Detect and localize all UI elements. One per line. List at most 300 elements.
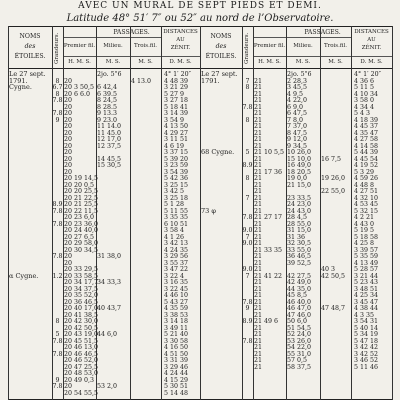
left-row-26-first: 29 58,0 [74, 240, 99, 247]
left-row-25-dist: 4 1 26 [164, 233, 185, 241]
right-row-1-mag: 7 [245, 77, 250, 85]
left-row-7-middle: 9 23.0 [97, 116, 118, 124]
right-row-21-name: 73 φ [201, 206, 216, 215]
right-row-1-name: 1791. [201, 76, 220, 85]
left-row-8-min: 20 [64, 123, 73, 130]
left-row-42-first: 46 13,0 [74, 344, 99, 351]
left-row-46-min: 20 [64, 370, 73, 377]
left-row-40-min: 20 [64, 331, 73, 338]
left-row-38-mag: 8 [55, 318, 60, 325]
left-row-20-mag: 8.9 [52, 201, 63, 208]
right-row-2-middle: 3 45,5 [287, 84, 308, 91]
left-row-24-min: 20 [64, 227, 73, 234]
left-row-44-dist: 3 31 39 [164, 357, 189, 364]
left-row-46-first: 48 53,0 [74, 370, 99, 377]
left-row-45-min: 20 [64, 363, 73, 371]
left-row-28-mag: 7.8 [52, 253, 63, 260]
right-row-4-min: 21 [254, 97, 263, 104]
header-grandeurs-right: Grandeurs. [244, 32, 250, 64]
left-row-48-mag: 7.8 [52, 383, 63, 390]
passages-underline-left [63, 37, 161, 38]
left-row-16-first: 19 14,5 [74, 175, 99, 182]
header-premier-fil-left: Premier fil. [63, 43, 96, 49]
header-troisieme-fil-right: Trois.fil. [323, 43, 348, 49]
left-row-3-min: 20 [64, 90, 73, 98]
right-row-36-mag: 9 [245, 305, 250, 312]
right-row-28-middle: 36 46,5 [287, 253, 312, 260]
left-row-23-min: 20 [64, 220, 73, 228]
left-row-4-dist: 3 27 18 [164, 97, 189, 104]
right-row-6-min: 21 [254, 110, 263, 117]
left-row-5-middle: 8 28.5 [97, 103, 118, 111]
right-row-14-dist: 4 19 52 [354, 162, 379, 169]
right-row-16-middle: 19 0,0 [287, 175, 308, 182]
left-row-10-dist: 3 11 51 [164, 136, 189, 143]
left-row-32-dist: 3 16 35 [164, 279, 189, 286]
passages-underline-right [253, 37, 351, 38]
left-row-20-first: 21 25,5 [74, 201, 99, 208]
right-row-38-mag: 8.9 [242, 318, 253, 325]
left-row-23-mag: 7.8 [52, 220, 63, 228]
right-row-22-dist: 4 2 21 [354, 214, 375, 221]
right-row-17-min: 21 [254, 181, 263, 189]
left-row-44-first: 46 52,0 [74, 357, 99, 364]
left-row-26-dist: 3 42 13 [164, 240, 189, 247]
left-row-23-dist: 6 10 51 [164, 220, 189, 228]
right-row-35-min: 21 [254, 298, 263, 306]
right-row-25-dist: 5 18 58 [354, 233, 379, 241]
left-row-46-dist: 4 24 44 [164, 370, 189, 377]
right-row-16-dist: 4 59 26 [354, 175, 379, 182]
right-row-17-middle: 21 15,0 [287, 181, 312, 189]
left-row-28-dist: 3 29 56 [164, 253, 189, 260]
right-row-43-middle: 55 31,0 [287, 350, 312, 358]
right-row-5-mag: 7.8 [242, 103, 253, 111]
left-row-4-mag: 7.8 [52, 97, 63, 104]
right-row-37-middle: 47 46,0 [287, 311, 312, 319]
right-row-29-middle: 39 52,5 [287, 259, 312, 267]
right-row-18-dist: 4 27 51 [354, 188, 379, 195]
header-ms2-right: M. S. [328, 59, 343, 65]
left-row-15-dist: 3 54 39 [164, 168, 189, 176]
col-rule-12 [392, 26, 393, 400]
header-noms-right: NOMS [210, 33, 232, 40]
right-row-34-middle: 45 8,5 [287, 292, 308, 299]
left-row-41-mag: 7.8 [52, 337, 63, 345]
right-row-19-middle: 23 33,5 [287, 194, 312, 202]
right-row-45-dist: 5 11 46 [354, 363, 379, 371]
left-row-33-dist: 3 22 45 [164, 285, 189, 293]
page-heading: AVEC UN MURAL DE SEPT PIEDS ET DEMI. [78, 1, 322, 11]
right-row-28-dist: 5 35 59 [354, 253, 379, 260]
left-row-41-dist: 3 30 58 [164, 337, 189, 345]
left-row-2-name: Cygne. [9, 83, 32, 91]
left-row-39-dist: 3 49 11 [164, 324, 189, 332]
left-row-13-dist: 5 39 20 [164, 155, 189, 163]
left-row-6-mag: 7.8 [52, 110, 63, 117]
left-row-22-first: 23 6,0 [74, 214, 95, 221]
left-row-17-dist: 3 25 15 [164, 181, 189, 189]
left-row-0-dist: 4° 1′ 20″ [164, 71, 191, 78]
left-row-9-min: 20 [64, 129, 73, 137]
left-row-27-first: 30 34,5 [74, 246, 99, 254]
right-row-42-dist: 3 42 42 [354, 344, 379, 351]
right-row-16-third: 19 26,0 [321, 175, 346, 182]
left-row-49-min: 20 [64, 389, 73, 397]
right-row-30-mag: 9.0 [242, 266, 253, 273]
left-row-12-min: 20 [64, 149, 73, 156]
left-row-16-min: 20 [64, 175, 73, 182]
right-row-31-dist: 3 21 44 [354, 272, 379, 280]
right-row-2-dist: 5 11 5 [354, 84, 375, 91]
left-row-8-middle: 11 14.0 [97, 123, 122, 130]
right-row-22-first: 27 17 [264, 214, 283, 221]
right-row-0-middle: 2jo. 5"6 [287, 71, 312, 78]
left-row-8-dist: 4 13 50 [164, 123, 189, 130]
right-row-29-dist: 4 13 49 [354, 259, 379, 267]
header-ms2-left: M. S. [138, 59, 153, 65]
right-row-13-dist: 4 45 54 [354, 155, 379, 163]
header-distances2-left: AU [176, 37, 185, 43]
left-row-31-dist: 3 22 4 [164, 272, 185, 280]
header-distances1-right: DISTANCES [354, 29, 389, 35]
right-row-14-middle: 16 49,0 [287, 162, 312, 169]
left-row-1-third: 4 13.0 [131, 77, 152, 85]
header-dms-left: D. M. S. [169, 59, 192, 65]
right-row-10-dist: 4 27 58 [354, 136, 379, 143]
left-row-43-first: 46 46,5 [74, 350, 99, 358]
header-etoiles-right: ÉTOILES. [205, 53, 237, 60]
right-row-23-dist: 4 43 0 [354, 220, 375, 228]
right-row-33-middle: 44 35,0 [287, 285, 312, 293]
left-row-0-name: Le 27 sept. [9, 70, 46, 78]
right-row-11-dist: 4 14 58 [354, 142, 379, 150]
right-row-19-min: 21 [254, 194, 263, 202]
left-row-27-dist: 4 24 35 [164, 246, 189, 254]
header-milieu-left: Milieu. [103, 43, 123, 49]
right-row-12-mag: 5 [245, 149, 250, 156]
left-row-3-dist: 5 27 9 [164, 90, 185, 98]
right-row-14-min: 21 [254, 162, 263, 169]
right-row-3-dist: 4 10 34 [354, 90, 379, 98]
left-row-19-dist: 3 25 18 [164, 194, 189, 202]
left-row-0-middle: 2jo. 5"6 [97, 71, 122, 78]
right-row-45-min: 21 [254, 363, 263, 371]
left-row-4-min: 20 [64, 97, 73, 104]
left-row-42-min: 20 [64, 344, 73, 351]
col-rule-10 [320, 26, 321, 400]
right-row-18-third: 22 55,0 [321, 188, 346, 195]
left-row-38-dist: 3 14 18 [164, 318, 189, 325]
right-row-44-dist: 3 46 52 [354, 357, 379, 364]
left-row-36-dist: 4 35 59 [164, 305, 189, 312]
left-row-30-min: 20 [64, 266, 73, 273]
right-row-11-middle: 9 34,5 [287, 142, 308, 150]
right-row-40-middle: 52 24,0 [287, 331, 312, 338]
left-row-49-first: 54 55,5 [74, 389, 99, 397]
right-row-3-min: 21 [254, 90, 263, 98]
right-row-13-min: 21 [254, 155, 263, 163]
right-row-12-middle: 10 26,0 [287, 149, 312, 156]
right-row-34-min: 21 [254, 292, 263, 299]
header-hms-left: H. M. S. [68, 59, 91, 65]
left-row-13-min: 20 [64, 155, 73, 163]
right-row-35-middle: 46 40,0 [287, 298, 312, 306]
right-row-22-middle: 28 4,5 [287, 214, 308, 221]
left-row-39-first: 42 50,5 [74, 324, 99, 332]
right-row-31-mag: 7 [245, 272, 250, 280]
right-row-35-dist: 3 45 47 [354, 298, 379, 306]
left-row-31-mag: 1.2 [52, 272, 63, 280]
header-passages-left: PASSAGES. [113, 29, 150, 36]
left-row-48-dist: 5 30 51 [164, 383, 189, 390]
left-row-23-first: 23 36,0 [74, 220, 99, 228]
left-row-3-mag: 8 [55, 90, 60, 98]
right-row-44-min: 21 [254, 357, 263, 364]
right-row-4-dist: 3 58 0 [354, 97, 375, 104]
left-row-13-middle: 14 45,5 [97, 155, 122, 163]
right-row-41-dist: 5 47 18 [354, 337, 379, 345]
left-row-5-dist: 5 18 41 [164, 103, 189, 111]
left-row-33-first: 34 37,5 [74, 285, 99, 293]
left-row-45-first: 47 25,5 [74, 363, 99, 371]
right-row-15-first: 17 36 [264, 168, 283, 176]
left-row-35-dist: 5 43 27 [164, 298, 189, 306]
left-row-22-dist: 3 35 35 [164, 214, 189, 221]
left-row-34-dist: 4 46 10 [164, 292, 189, 299]
left-row-47-dist: 4 15 29 [164, 376, 189, 384]
header-grandeurs-left: Grandeurs. [54, 32, 60, 64]
left-row-37-min: 20 [64, 311, 73, 319]
left-row-24-dist: 3 58 4 [164, 227, 185, 234]
right-row-8-min: 21 [254, 123, 263, 130]
left-row-48-min: 20 [64, 383, 73, 390]
right-row-23-min: 21 [254, 220, 263, 228]
right-row-24-middle: 31 15,0 [287, 227, 312, 234]
right-row-1-dist: 4 36 6 [354, 77, 375, 85]
right-row-24-dist: 5 19 5 [354, 227, 375, 234]
left-row-17-min: 20 [64, 181, 73, 189]
right-row-24-min: 21 [254, 227, 263, 234]
right-row-39-middle: 51 54,5 [287, 324, 312, 332]
left-row-3-middle: 6 39.5 [97, 90, 118, 98]
right-row-38-first: 49 6 [264, 318, 279, 325]
right-row-40-min: 21 [254, 331, 263, 338]
right-row-1-min: 21 [254, 77, 263, 85]
right-row-27-first: 33 35 [264, 246, 283, 254]
left-row-40-first: 43 19,0 [74, 331, 99, 338]
right-row-36-middle: 46 47,0 [287, 305, 312, 312]
right-row-20-min: 21 [254, 201, 263, 208]
left-row-49-dist: 5 14 48 [164, 389, 189, 397]
left-row-7-dist: 3 54 9 [164, 116, 185, 124]
header-ms-left: M. S. [105, 59, 121, 65]
left-row-43-dist: 4 51 50 [164, 350, 189, 358]
right-row-35-mag: 7.8 [242, 298, 253, 306]
right-row-32-middle: 42 49,0 [287, 279, 312, 286]
right-row-45-middle: 58 37,5 [287, 363, 312, 371]
left-row-1-name: 1791. [9, 76, 28, 85]
header-ms-right: M. S. [295, 59, 311, 65]
left-row-21-first: 22 11,5 [74, 207, 99, 215]
right-row-39-dist: 5 40 14 [354, 324, 379, 332]
left-row-35-first: 36 46,5 [74, 298, 99, 306]
right-row-5-min: 21 [254, 103, 263, 111]
left-row-45-dist: 3 29 46 [164, 363, 189, 371]
right-row-44-middle: 57 0,5 [287, 357, 308, 364]
left-row-6-min: 20 [64, 110, 73, 117]
right-row-0-name: Le 27 sept. [201, 70, 238, 78]
right-row-29-min: 21 [254, 259, 263, 267]
left-row-39-min: 20 [64, 324, 73, 332]
left-row-10-middle: 12 17,0 [97, 136, 122, 143]
right-row-12-dist: 5 44 39 [354, 149, 379, 156]
col-rule-5 [161, 26, 162, 400]
left-row-18-first: 20 25,5 [74, 188, 99, 195]
right-row-30-min: 21 [254, 266, 263, 273]
left-row-28-min: 20 [64, 253, 73, 260]
left-row-20-min: 20 [64, 201, 73, 208]
right-row-24-mag: 9.0 [242, 227, 253, 234]
left-row-34-first: 35 52,0 [74, 292, 99, 299]
right-row-16-min: 21 [254, 175, 263, 182]
left-row-34-min: 20 [64, 292, 73, 299]
col-rule-11 [351, 26, 352, 400]
left-row-37-first: 41 38,5 [74, 311, 99, 319]
right-row-9-middle: 8 47,5 [287, 129, 308, 137]
left-row-9-middle: 11 45.0 [97, 129, 122, 137]
right-row-12-name: 68 Cygne. [201, 148, 235, 156]
header-distances2-right: AU [367, 37, 376, 43]
right-row-20-dist: 4 53 45 [354, 201, 379, 208]
left-row-22-min: 20 [64, 214, 73, 221]
right-row-32-dist: 5 23 43 [354, 279, 379, 286]
right-row-18-min: 21 [254, 188, 263, 195]
header-distances3-left: ZÉNIT. [170, 45, 191, 51]
right-row-5-dist: 4 34 4 [354, 103, 375, 111]
right-row-21-min: 21 [254, 207, 263, 215]
right-row-6-middle: 6 47,5 [287, 110, 308, 117]
right-row-7-min: 21 [254, 116, 263, 124]
right-row-15-min: 21 [254, 168, 263, 176]
right-row-10-min: 21 [254, 136, 263, 143]
right-row-14-mag: 8.9 [242, 162, 253, 169]
right-row-26-middle: 32 30,5 [287, 240, 312, 247]
left-row-19-min: 20 [64, 194, 73, 202]
header-noms-left: NOMS [19, 33, 41, 40]
right-row-7-mag: 8 [245, 116, 250, 124]
left-row-6-middle: 9 13.3 [97, 110, 118, 117]
left-row-31-min: 20 [64, 272, 73, 280]
left-row-21-min: 20 [64, 207, 73, 215]
header-milieu-right: Milieu. [293, 43, 313, 49]
left-row-43-min: 20 [64, 350, 73, 358]
right-row-41-mag: 7.8 [242, 337, 253, 345]
left-row-32-first: 34 17,7 [74, 279, 99, 286]
right-row-21-dist: 5 32 15 [354, 207, 379, 215]
right-row-25-mag: 7 [245, 233, 250, 241]
header-premier-fil-right: Premier fil. [253, 43, 286, 49]
header-etoiles-left: ÉTOILES. [14, 53, 46, 60]
right-row-25-middle: 31 36 [287, 233, 306, 241]
left-row-9-dist: 4 29 27 [164, 129, 189, 137]
right-row-0-dist: 4° 1′ 20″ [354, 71, 381, 78]
left-row-10-min: 20 [64, 136, 73, 143]
right-row-38-dist: 3 54 31 [354, 318, 379, 325]
right-row-16-mag: 8 [245, 175, 250, 182]
right-row-26-min: 21 [254, 240, 263, 247]
latitude-subheading: Latitude 48° 51′ 7″ ou 52″ au nord de l’Observatoire. [66, 13, 334, 24]
left-row-27-min: 20 [64, 246, 73, 254]
left-row-41-min: 20 [64, 337, 73, 345]
left-row-26-min: 20 [64, 240, 73, 247]
left-row-33-min: 20 [64, 285, 73, 293]
observation-table [8, 26, 392, 400]
right-row-34-dist: 4 25 34 [354, 292, 379, 299]
right-row-38-min: 21 [254, 318, 263, 325]
right-row-41-min: 21 [254, 337, 263, 345]
right-row-31-third: 42 50,5 [321, 272, 346, 280]
left-row-36-min: 20 [64, 305, 73, 312]
left-row-18-dist: 3 42 5 [164, 188, 185, 195]
left-row-32-middle: 34 33,3 [97, 279, 122, 286]
right-row-38-middle: 50 6,0 [287, 318, 308, 325]
right-row-31-middle: 42 27,5 [287, 272, 312, 280]
right-row-20-middle: 24 23,0 [287, 201, 312, 208]
left-row-40-dist: 5 21 40 [164, 331, 189, 338]
right-row-5-middle: 6 9,0 [287, 103, 304, 111]
right-row-19-dist: 4 32 10 [354, 194, 379, 202]
right-row-36-min: 21 [254, 305, 263, 312]
header-troisieme-fil-left: Trois.fil. [133, 43, 158, 49]
header-des-left: des [24, 43, 36, 50]
left-row-12-dist: 3 37 15 [164, 149, 189, 156]
right-row-26-dist: 4 25 8 [354, 240, 375, 247]
left-row-29-min: 20 [64, 259, 73, 267]
right-row-43-dist: 3 42 52 [354, 350, 379, 358]
left-row-25-min: 20 [64, 233, 73, 241]
left-row-6-dist: 3 14 39 [164, 110, 189, 117]
right-row-8-middle: 7 37,0 [287, 123, 308, 130]
right-row-32-min: 21 [254, 279, 263, 286]
right-row-22-mag: 7.8 [242, 214, 253, 221]
left-row-21-mag: 7.8 [52, 207, 63, 215]
subheader-underline-right [253, 56, 392, 57]
left-row-18-min: 20 [64, 188, 73, 195]
left-row-25-first: 27 6,5 [74, 233, 95, 241]
left-row-38-first: 42 30,0 [74, 318, 99, 325]
left-row-47-mag: 9 [55, 376, 60, 384]
left-row-44-min: 20 [64, 357, 73, 364]
left-row-32-min: 20 [64, 279, 73, 286]
left-row-36-middle: 40 43,7 [97, 305, 122, 312]
left-row-2-min: 20 [64, 84, 73, 91]
right-row-31-first: 41 22 [264, 272, 283, 280]
subheader-underline-left [63, 56, 200, 57]
left-row-7-min: 20 [64, 116, 73, 124]
left-row-31-first: 33 58,5 [74, 272, 99, 280]
header-distances1-left: DISTANCES [163, 29, 198, 35]
right-row-7-middle: 7 8,0 [287, 116, 304, 124]
right-row-9-dist: 4 35 47 [354, 129, 379, 137]
right-row-12-min: 21 [254, 149, 263, 156]
right-row-2-min: 21 [254, 84, 263, 91]
left-row-5-min: 20 [64, 103, 73, 111]
left-row-40-middle: 44 6,0 [97, 331, 118, 338]
left-row-11-middle: 12 37,5 [97, 142, 122, 150]
right-row-11-min: 21 [254, 142, 263, 150]
left-row-47-first: 49 0,3 [74, 376, 95, 384]
